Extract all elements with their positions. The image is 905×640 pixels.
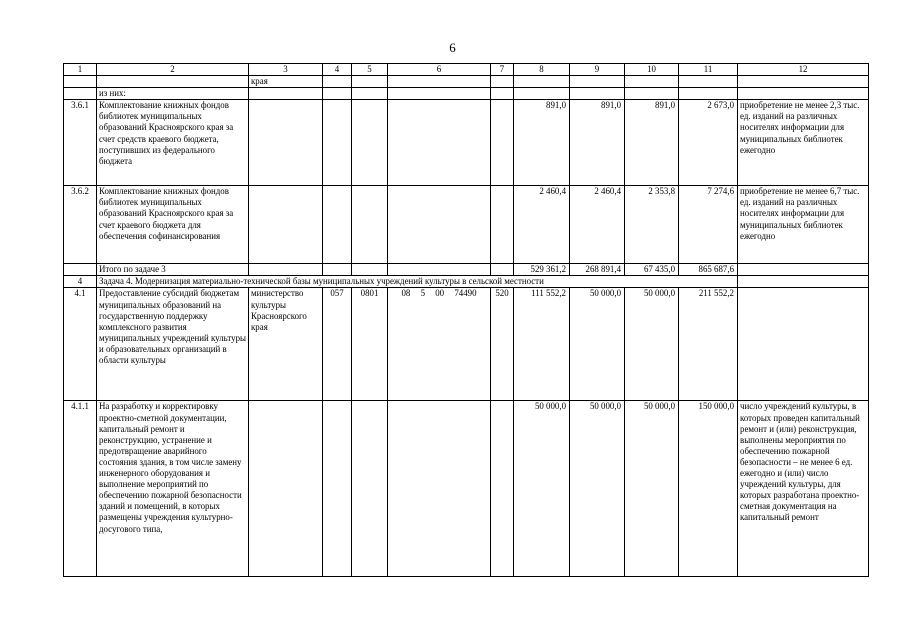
cell-result: число учреждений культуры, в которых проведен капитальный ремонт и (или) реконструкция, выполнены мероприятия по обеспечению пожарной безопасности – не менее 6 ед. ежегодно и (или) число учреждений культуры, для которых разработана проектно-сметная документация на капитальный ремонт [738,401,869,577]
cell-amount: 2 460,4 [570,186,625,264]
page-number: 6 [449,40,456,55]
cell-amount: 50 000,0 [625,401,679,577]
cell-amount: 891,0 [514,100,570,186]
column-number: 4 [323,64,352,76]
cell-csr: 08 5 00 74490 [388,288,491,401]
table-row [64,88,869,100]
cell-number: 4 [64,276,97,288]
cell-amount: 7 274,6 [679,186,738,264]
section-row [64,276,869,288]
cell-amount: 50 000,0 [514,401,570,577]
cell-result: приобретение не менее 6,7 тыс. ед. изданий на различных носителях информации для муниципальных библиотек ежегодно [738,186,869,264]
cell-amount: 865 687,6 [679,264,738,276]
cell-vr: 520 [491,288,514,401]
column-number: 6 [388,64,491,76]
column-number: 10 [625,64,679,76]
table-row [64,186,869,264]
table-row [64,76,869,88]
column-number-row [64,64,869,76]
table-row [64,288,869,401]
table-row [64,401,869,577]
cell-grbs: 057 [323,288,352,401]
column-number: 8 [514,64,570,76]
cell-amount: 67 435,0 [625,264,679,276]
cell-rzpr: 0801 [352,288,388,401]
cell-amount: 268 891,4 [570,264,625,276]
cell-responsible: министерство культуры Красноярского края [249,288,323,401]
column-number: 2 [97,64,249,76]
cell-amount: 891,0 [625,100,679,186]
cell-amount: 111 552,2 [514,288,570,401]
column-number: 12 [738,64,869,76]
column-number: 11 [679,64,738,76]
cell-responsible: края [249,76,323,88]
cell-number: 3.6.2 [64,186,97,264]
cell-name: Комплектование книжных фондов библиотек муниципальных образований Красноярского края за счет краевого бюджета для обеспечения софинансирования [97,186,249,264]
cell-name: Комплектование книжных фондов библиотек муниципальных образований Красноярского края за счет средств краевого бюджета, поступивших из федерального бюджета [97,100,249,186]
cell-number: 4.1.1 [64,401,97,577]
cell-number: 3.6.1 [64,100,97,186]
cell-amount: 211 552,2 [679,288,738,401]
cell-name: из них: [97,88,249,100]
cell-amount: 529 361,2 [514,264,570,276]
cell-amount: 2 673,0 [679,100,738,186]
column-number: 1 [64,64,97,76]
column-number: 5 [352,64,388,76]
cell-result [738,288,869,401]
column-number: 9 [570,64,625,76]
column-number: 3 [249,64,323,76]
table-row [64,264,869,276]
cell-number: 4.1 [64,288,97,401]
cell-name: Предоставление субсидий бюджетам муниципальных образований на государственную поддержку комплексного развития муниципальных учреждений культуры и образовательных организаций в области культуры [97,288,249,401]
table-row [64,100,869,186]
cell-name: Итого по задаче 3 [97,264,249,276]
cell-amount: 2 460,4 [514,186,570,264]
cell-amount: 891,0 [570,100,625,186]
cell-amount: 50 000,0 [570,288,625,401]
cell-amount: 150 000,0 [679,401,738,577]
section-title: Задача 4. Модернизация материально-технической базы муниципальных учреждений культуры в сельской местности [97,276,738,288]
cell-name: На разработку и корректировку проектно-сметной документации, капитальный ремонт и реконструкцию, устранение и предотвращение аварийного состояния здания, в том числе замену инженерного оборудования и выполнение мероприятий по обеспечению пожарной безопасности зданий и помещений, в которых размещены учреждения культурно-досугового типа, [97,401,249,577]
cell-amount: 50 000,0 [570,401,625,577]
column-number: 7 [491,64,514,76]
cell-result: приобретение не менее 2,3 тыс. ед. изданий на различных носителях информации для муниципальных библиотек ежегодно [738,100,869,186]
cell-amount: 50 000,0 [625,288,679,401]
cell-amount: 2 353,8 [625,186,679,264]
program-table [63,63,869,577]
